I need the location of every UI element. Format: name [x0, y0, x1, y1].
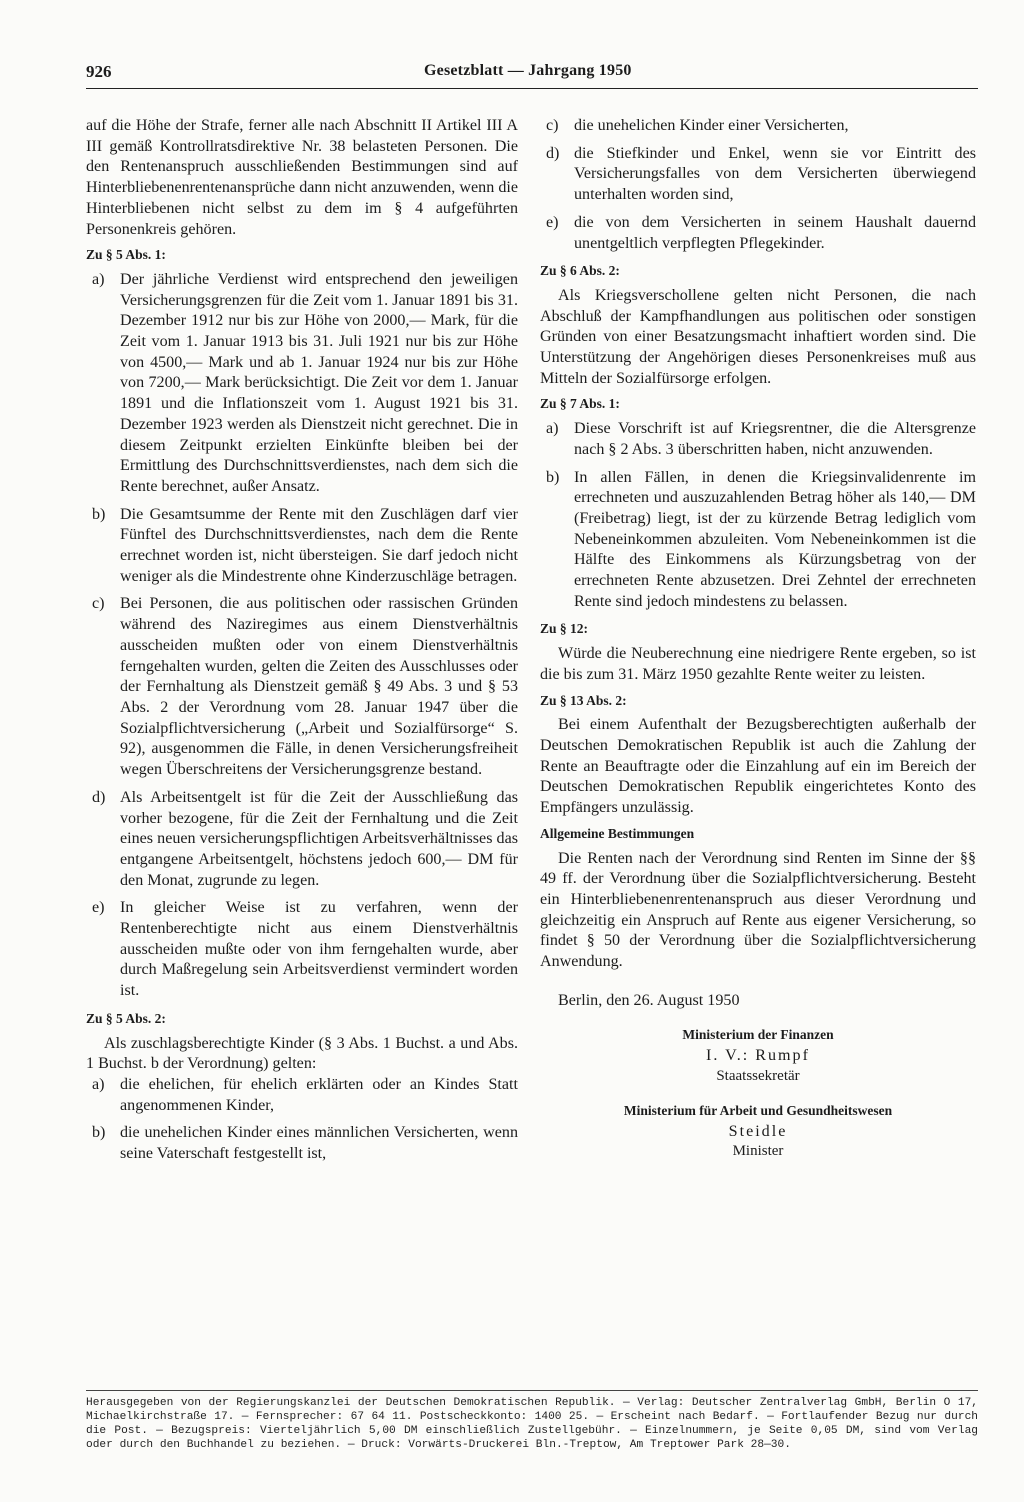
signature-role: Staatssekretär — [716, 1067, 800, 1084]
page-number: 926 — [86, 62, 112, 81]
signature-name: Steidle — [728, 1122, 788, 1140]
item-label: c) — [546, 117, 559, 134]
section-paragraph: Bei einem Aufenthalt der Bezugsberechtigten außerhalb der Deutschen Demokratischen Republik ist auch die Zahlung der Rente an Beauftragte oder die Einzahlung auf ein im Bereich der Deutschen Demokratischen Republik eingerichtetes Konto des Empfängers unzulässig. — [540, 716, 976, 817]
section-heading-6-2: Zu § 6 Abs. 2: — [540, 263, 620, 279]
item-label: a) — [92, 1075, 105, 1093]
item-text: In allen Fällen, in denen die Kriegsinvalidenrente im errechneten und auszuzahlenden Betrag höher als 140,— DM (Freibetrag) liegt, ist der zu kürzende Betrag lediglich vom Nebeneinkommen abzuleiten. Vom Nebeneinkommen ist die Hälfte des Einkommens als Kürzungsbetrag von der errechneten Rente abzusetzen. Drei Zehntel der errechneten Rente sind jedoch mindestens zu belassen. — [574, 468, 976, 610]
section-heading-7-1: Zu § 7 Abs. 1: — [540, 396, 620, 412]
item-text: Diese Vorschrift ist auf Kriegsrentner, die die Altersgrenze nach § 2 Abs. 3 überschritten haben, nicht anzuwenden. — [574, 420, 976, 458]
item-text: die Stiefkinder und Enkel, wenn sie vor Eintritt des Versicherungsfalles von dem Versicherten überwiegend unterhalten worden sind, — [574, 144, 976, 204]
section-paragraph: Als zuschlagsberechtigte Kinder (§ 3 Abs. 1 Buchst. a und Abs. 1 Buchst. b der Verordnung) gelten: — [86, 1034, 518, 1073]
list-item — [86, 1075, 518, 1116]
section-heading-general: Allgemeine Bestimmungen — [540, 825, 695, 841]
footer-rule — [86, 1390, 978, 1391]
header-rule — [86, 88, 978, 89]
item-label: d) — [546, 144, 560, 162]
signature-ministry-labour: Ministerium für Arbeit und Gesundheitswesen — [623, 1102, 893, 1118]
item-text: Der jährliche Verdienst wird entsprechend den jeweiligen Versicherungsgrenzen für die Zeit vom 1. Januar 1891 bis 31. Dezember 1912 nur bis zur Höhe von 2000,— Mark, für die Zeit vom 1. Januar 1913 bis 31. Juli 1921 nur bis zur Höhe von 4500,— Mark und ab 1. Januar 1924 nur bis zur Höhe von 7200,— Mark berücksichtigt. Die Zeit vor dem 1. Januar 1891 und die Inflationszeit vom 1. August 1921 bis 31. Dezember 1923 werden als Dienstzeit nicht gerechnet. Die in diesem Zeitpunkt erzielten Einkünfte bleiben bei der Ermittlung des Durchschnittsverdienstes, nach dem sich die Rente berechnet, außer Ansatz. — [120, 270, 518, 495]
section-heading-5-1: Zu § 5 Abs. 1: — [86, 247, 166, 263]
list-item — [86, 1123, 518, 1164]
item-text: Bei Personen, die aus politischen oder rassischen Gründen während des Naziregimes aus einem Dienstverhältnis ausscheiden mußten oder von einem Dienstverhältnis ferngehalten wurden, gelten die Zeiten des Ausschlusses oder der Fernhaltung als Dienstzeit gemäß § 49 Abs. 3 und § 53 Abs. 2 der Verordnung vom 28. Januar 1947 über die Sozialpflichtversicherung („Arbeit und Sozialfürsorge“ S. 92), ausgenommen die Fälle, in denen Versicherungsfreiheit wegen Überschreitens der Versicherungsgrenze bestand. — [120, 595, 518, 779]
spacer — [540, 1085, 976, 1099]
running-title: Gesetzblatt — Jahrgang 1950 — [424, 62, 632, 79]
right-column — [540, 116, 976, 1160]
item-label: a) — [546, 420, 559, 438]
item-label: b) — [92, 505, 106, 523]
list-item — [86, 898, 518, 1002]
item-label: e) — [546, 213, 559, 231]
item-text: Als Arbeitsentgelt ist für die Zeit der Ausschließung das vorher bezogene, für die Zeit der Fernhaltung und die Zeit eines neuen versicherungspflichtigen Arbeitsverhältnisses das entgangene Arbeitsentgelt, höchstens jedoch 600,— DM für den Monat, zugrunde zu legen. — [120, 788, 518, 889]
section-heading-12: Zu § 12: — [540, 621, 589, 637]
left-column — [86, 116, 518, 1172]
intro-paragraph: auf die Höhe der Strafe, ferner alle nach Abschnitt II Artikel III A III gemäß Kontrollratsdirektive Nr. 38 belasteten Personen. Die den Rentenanspruch ausschließenden Bestimmungen sind auf Hinterbliebenenrentenansprüche dann nicht anzuwenden, wenn die Hinterbliebenen nicht selbst zu dem im § 4 aufgeführten Personenkreis gehören. — [86, 117, 518, 238]
list-item — [540, 468, 976, 613]
page-header — [86, 60, 978, 86]
list-item — [540, 419, 976, 460]
item-label: c) — [92, 595, 105, 613]
signature-role: Minister — [732, 1143, 784, 1160]
list-item — [86, 594, 518, 780]
item-label: b) — [546, 468, 560, 486]
item-text: die von dem Versicherten in seinem Haushalt dauernd unentgeltlich verpflegten Pflegekinder. — [574, 213, 976, 252]
item-text: In gleicher Weise ist zu verfahren, wenn der Rentenberechtigte nicht aus einem Dienstverhältnis ausscheiden mußte oder von ihm ferngehalten wurde, aber durch Maßregelung sein Arbeitsverdienst vermindert worden ist. — [120, 899, 518, 1000]
imprint: Herausgegeben von der Regierungskanzlei der Deutschen Demokratischen Republik. — Verlag: Deutscher Zentralverlag GmbH, Berlin O 17, Michaelkirchstraße 17. — Fernsprecher: 67 64 11. Postscheckkonto: 1400 25. — Erscheint nach Bedarf. — Fortlaufender Bezug nur durch die Post. — Bezugspreis: Vierteljährlich 5,00 DM einschließlich Zustellgebühr. — Einzelnummern, je Seite 0,05 DM, sind vom Verlag oder durch den Buchhandel zu beziehen. — Druck: Vorwärts-Druckerei Bln.-Treptow, Am Treptower Park 28—30. — [86, 1397, 978, 1451]
item-label: d) — [92, 788, 106, 806]
signature-ministry-finance: Ministerium der Finanzen — [682, 1027, 834, 1043]
list-item — [540, 213, 976, 254]
section-paragraph: Würde die Neuberechnung eine niedrigere Rente ergeben, so ist die bis zum 31. März 1950 gezahlte Rente weiter zu leisten. — [540, 645, 976, 683]
signature-name: I. V.: Rumpf — [706, 1047, 810, 1065]
item-label: b) — [92, 1124, 106, 1142]
list-item — [86, 788, 518, 892]
section-heading-13-2: Zu § 13 Abs. 2: — [540, 692, 627, 708]
item-text: die ehelichen, für ehelich erklärten oder an Kindes Statt angenommenen Kinder, — [120, 1075, 518, 1114]
list-item — [540, 116, 976, 137]
section-paragraph: Die Renten nach der Verordnung sind Renten im Sinne der §§ 49 ff. der Verordnung über die Sozialpflichtversicherung. Besteht ein Hinterbliebenenrentenanspruch aus dieser Verordnung und gleichzeitig ein Anspruch auf Rente aus eigener Versicherung, so findet § 50 der Verordnung über die Sozialpflichtversicherung Anwendung. — [540, 849, 976, 971]
item-label: a) — [92, 270, 105, 288]
list-item — [540, 144, 976, 206]
section-paragraph: Als Kriegsverschollene gelten nicht Personen, die nach Abschluß der Kampfhandlungen aus politischen oder sonstigen Gründen von einer Besatzungsmacht inhaftiert worden sind. Die Unterstützung der Angehörigen dieses Personenkreises muß aus Mitteln der Sozialfürsorge erfolgen. — [540, 286, 976, 387]
item-label: e) — [92, 899, 105, 917]
place-date: Berlin, den 26. August 1950 — [558, 991, 740, 1009]
list-item — [86, 505, 518, 588]
list-item — [86, 270, 518, 498]
item-text: die unehelichen Kinder eines männlichen Versicherten, wenn seine Vaterschaft festgestellt ist, — [120, 1124, 518, 1163]
item-text: Die Gesamtsumme der Rente mit den Zuschlägen darf vier Fünftel des Durchschnittsverdienstes, nach dem die Rente errechnet worden ist, nicht übersteigen. Sie darf jedoch nicht weniger als die Mindestrente ohne Kinderzuschläge betragen. — [120, 505, 518, 585]
section-heading-5-2: Zu § 5 Abs. 2: — [86, 1010, 166, 1026]
item-text: die unehelichen Kinder einer Versicherten, — [574, 117, 849, 134]
